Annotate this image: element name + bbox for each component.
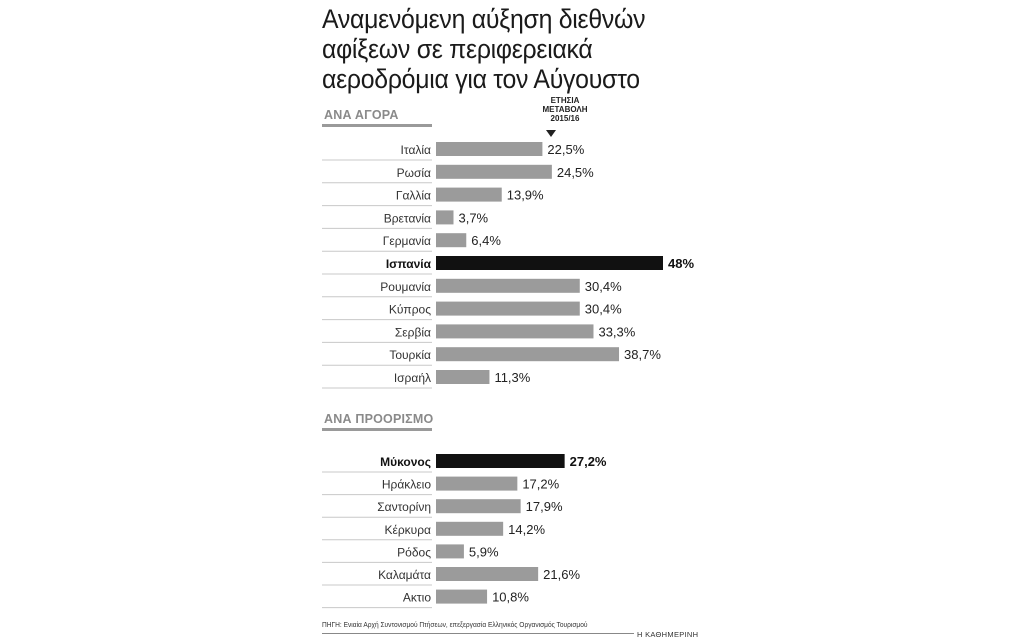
data-label: 14,2% [508,521,546,537]
brand-label: Η ΚΑΘΗΜΕΡΙΝΗ [637,630,699,639]
bar-value [436,590,487,604]
data-label: 3,7% [458,210,489,226]
category-label: Σαντορίνη [377,500,431,515]
category-label: Ισραήλ [393,371,431,385]
category-label: Ηράκλειο [381,477,431,492]
category-label: Κύπρος [388,302,431,317]
data-label: 38,7% [624,347,661,363]
data-label: 11,3% [494,370,531,385]
bar-value [436,142,542,156]
data-label: 27,2% [569,454,607,469]
column-header: ΕΤΗΣΙΑ ΜΕΤΑΒΟΛΗ 2015/16 [542,96,588,123]
bar-highlight [436,256,663,270]
bar-value [436,279,580,293]
category-label: Μύκονος [380,455,431,469]
category-label: Κέρκυρα [384,522,431,537]
data-label: 5,9% [468,544,499,560]
bar-value [436,477,517,491]
category-label: Ακτιο [402,590,431,605]
bar-value [436,370,489,384]
category-label: Ρωσία [396,165,431,180]
bar-value [436,210,453,224]
data-label: 6,4% [471,233,501,249]
bar-value [436,522,503,536]
data-label: 30,4% [584,278,622,294]
data-label: 30,4% [584,301,622,317]
bar-value [436,233,466,247]
bar-value [436,188,502,202]
category-label: Σερβία [394,325,431,340]
bar-value [436,567,538,581]
data-label: 13,9% [506,187,544,203]
bar-value [436,165,552,179]
bar-value [436,324,593,338]
source-note: ΠΗΓΗ: Ενιαία Αρχή Συντονισμού Πτήσεων, επεξεργασία Ελληνικός Οργανισμός Τουρισμού [322,620,588,629]
category-label: Ιταλία [400,143,431,157]
chart-title: Αναμενόμενη αύξηση διεθνών αφίξεων σε περιφερειακά αεροδρόμια για τον Αύγουστο [322,4,646,94]
data-label: 17,2% [522,476,560,492]
bar-value [436,544,464,558]
section-title-market: ΑΝΑ ΑΓΟΡΑ [324,108,399,122]
category-label: Γαλλία [395,188,431,203]
bar-highlight [436,454,565,468]
category-label: Καλαμάτα [378,568,431,582]
category-label: Γερμανία [382,234,431,249]
data-label: 21,6% [543,567,581,582]
bar-value [436,499,521,513]
data-label: 33,3% [598,324,636,340]
category-label: Ρόδος [397,545,431,560]
category-label: Τουρκία [389,348,431,363]
data-label: 48% [668,256,695,271]
data-label: 24,5% [556,164,594,180]
section-title-destination: ΑΝΑ ΠΡΟΟΡΙΣΜΟ [324,412,434,426]
bar-value [436,347,619,361]
category-label: Ισπανία [385,257,431,271]
data-label: 10,8% [492,589,529,605]
brand-rule [322,633,634,634]
bar-value [436,302,580,316]
data-label: 22,5% [547,142,585,157]
category-label: Βρετανία [383,211,431,226]
category-label: Ρουμανία [380,279,431,294]
data-label: 17,9% [525,499,563,515]
